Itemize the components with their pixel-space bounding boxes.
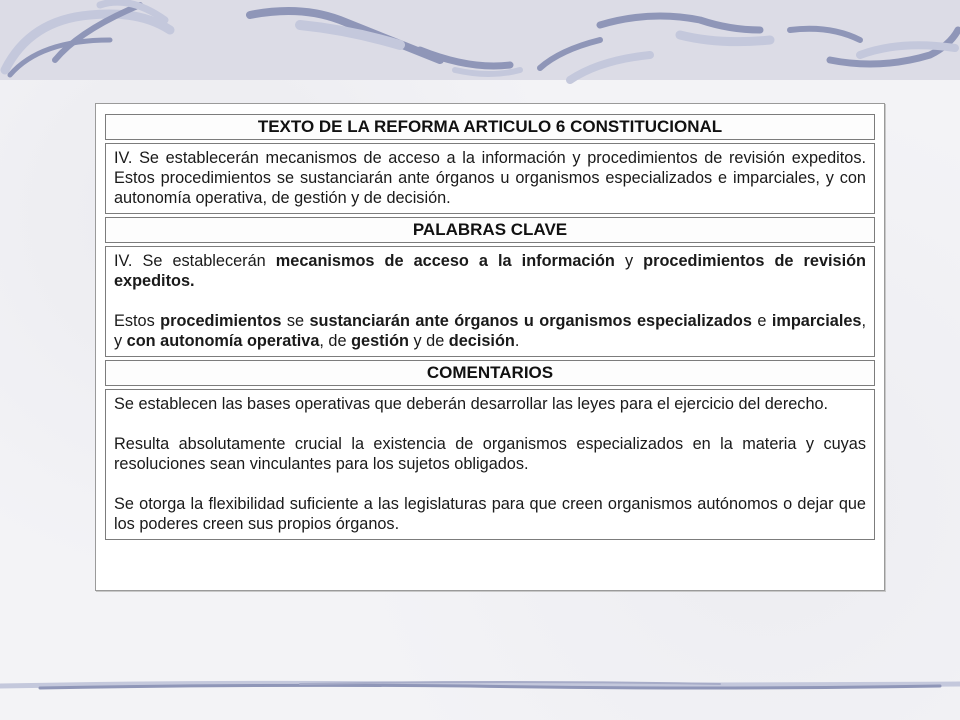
keywords-paragraph-1 bbox=[114, 251, 866, 291]
section-body-palabras-clave bbox=[105, 246, 875, 357]
keyword: imparciales bbox=[771, 312, 862, 330]
reforma-text: IV. Se establecerán mecanismos de acceso a la información y procedimientos de revisión expeditos. Estos procedimientos se sustanciarán ante órganos u organismos especializados e imparciales, y con autonomía operativa, de gestión y de decisión. bbox=[114, 149, 866, 207]
comment-paragraph: Se otorga la flexibilidad suficiente a las legislaturas para que creen organismos autónomos o dejar que los poderes creen sus propios órganos. bbox=[114, 495, 866, 533]
keyword: procedimientos de revisión expeditos. bbox=[114, 252, 866, 290]
keyword: con autonomía operativa bbox=[126, 332, 320, 350]
text-run: , de bbox=[319, 332, 352, 350]
section-header-comentarios: COMENTARIOS bbox=[105, 360, 875, 386]
keywords-paragraph-2 bbox=[114, 311, 866, 351]
section-header-palabras-clave: PALABRAS CLAVE bbox=[105, 217, 875, 243]
section-header-reforma: TEXTO DE LA REFORMA ARTICULO 6 CONSTITUCIONAL bbox=[105, 114, 875, 140]
keyword: mecanismos de acceso a la información bbox=[275, 252, 615, 270]
text-run: y bbox=[614, 252, 644, 270]
text-run: Estos bbox=[114, 312, 161, 330]
section-body-comentarios bbox=[105, 389, 875, 540]
comment-paragraph: Se establecen las bases operativas que deberán desarrollar las leyes para el ejercicio del derecho. bbox=[114, 395, 829, 413]
top-swirl-decoration bbox=[0, 0, 960, 90]
text-run: e bbox=[751, 312, 772, 330]
reform-table bbox=[105, 114, 875, 540]
keyword: gestión bbox=[351, 332, 409, 350]
section-body-reforma bbox=[105, 143, 875, 214]
text-run: IV. Se establecerán bbox=[114, 252, 276, 270]
keyword: sustanciarán ante órganos u organismos especializados bbox=[309, 312, 752, 330]
text-run: . bbox=[514, 332, 520, 350]
text-run: , y bbox=[114, 312, 866, 350]
comment-paragraph: Resulta absolutamente crucial la existencia de organismos especializados en la materia y cuyas resoluciones sean vinculantes para los sujetos obligados. bbox=[114, 435, 866, 473]
keyword: procedimientos bbox=[160, 312, 282, 330]
document-frame bbox=[95, 103, 885, 591]
text-run: y de bbox=[408, 332, 449, 350]
text-run: se bbox=[281, 312, 310, 330]
keyword: decisión bbox=[448, 332, 515, 350]
